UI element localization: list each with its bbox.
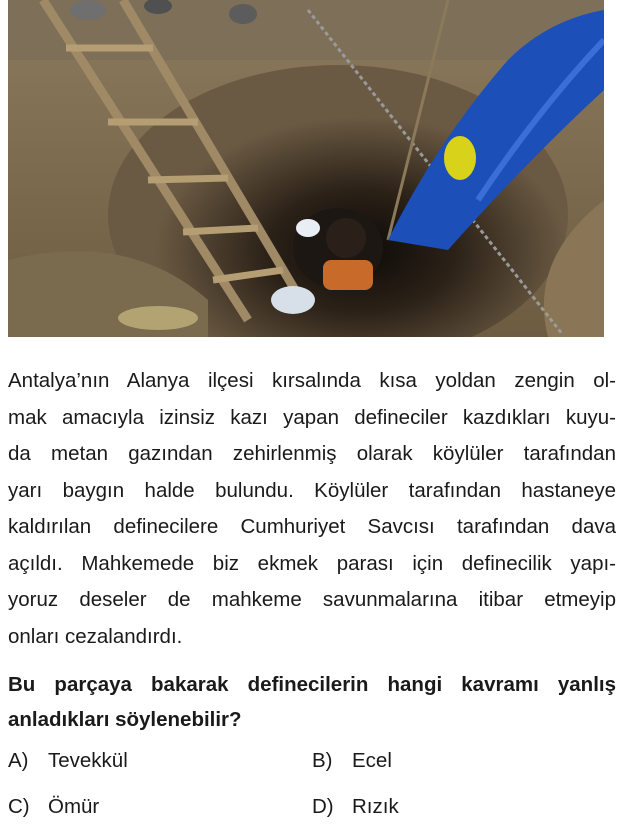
option-d[interactable]	[312, 792, 399, 822]
passage-line: yoruz deseler de mahkeme savunmalarına itibar etmeyip	[8, 588, 616, 611]
passage-line: mak amacıyla izinsiz kazı yapan defineciler kazdıkları kuyu-	[8, 405, 616, 429]
option-letter: D)	[312, 795, 334, 818]
passage-text	[8, 363, 616, 655]
well-rescue-photo-icon	[8, 0, 604, 337]
option-letter: B)	[312, 749, 333, 772]
passage-line: onları cezalandırdı.	[8, 624, 183, 648]
option-c[interactable]	[8, 792, 99, 822]
passage-line: yarı baygın halde bulundu. Köylüler tarafından hastaneye	[8, 478, 616, 502]
passage-line: Antalya’nın Alanya ilçesi kırsalında kısa yoldan zengin ol-	[8, 369, 616, 392]
news-photo	[8, 0, 604, 337]
option-letter: C)	[8, 795, 30, 818]
option-text: Ömür	[48, 795, 100, 818]
question-line: Bu parçaya bakarak definecilerin hangi kavramı yanlış	[8, 673, 616, 696]
option-text: Tevekkül	[48, 749, 128, 772]
passage-line: açıldı. Mahkemede biz ekmek parası için definecilik yapı-	[8, 551, 616, 575]
question-stem	[8, 667, 616, 737]
passage-line: kaldırılan definecilere Cumhuriyet Savcısı tarafından dava	[8, 515, 616, 538]
passage-line: da metan gazından zehirlenmiş olarak köylüler tarafından	[8, 442, 616, 465]
option-b[interactable]	[312, 746, 392, 776]
option-text: Ecel	[352, 749, 392, 772]
option-text: Rızık	[352, 795, 399, 818]
option-a[interactable]	[8, 746, 128, 776]
question-line: anladıkları söylenebilir?	[8, 708, 242, 731]
option-letter: A)	[8, 749, 29, 772]
